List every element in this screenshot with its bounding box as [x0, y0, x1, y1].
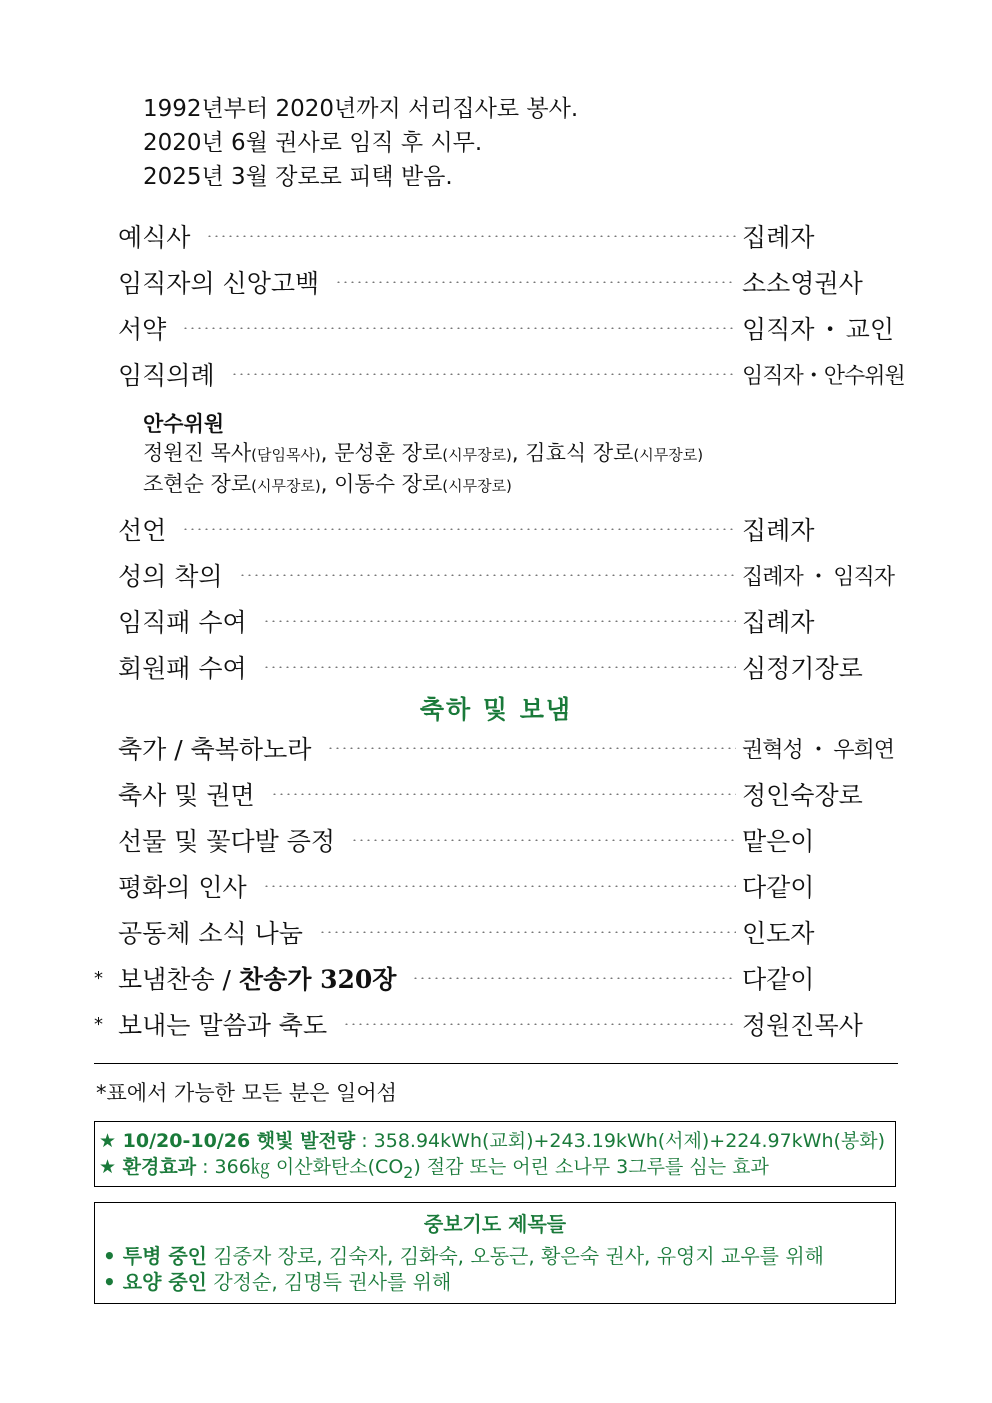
program-row	[94, 866, 894, 906]
program-title: 임직자의 신앙고백	[118, 269, 320, 298]
committee-member: 조현순 장로	[143, 472, 252, 496]
program-title: 평화의 인사	[118, 873, 247, 902]
bio-line: 1992년부터 2020년까지 서리집사로 봉사.	[143, 96, 579, 122]
dot-leader	[412, 977, 736, 979]
program-title: 보냄찬송 / 찬송가 320장	[118, 965, 397, 994]
prayer-text: 강정순, 김명득 권사를 위해	[207, 1270, 452, 1294]
hymn-number: 찬송가 320장	[238, 965, 397, 994]
program-leader-name: 집례자	[742, 223, 815, 252]
program-leader-name: 정인숙장로	[742, 781, 863, 810]
energy-value: : 358.94kWh(교회)+243.19kWh(서제)+224.97kWh(봉화)	[355, 1130, 886, 1152]
committee-member: 문성훈 장로	[334, 441, 443, 465]
section-title: 축하 및 보냄	[419, 695, 573, 724]
program-leader-name: 임직자・안수위원	[742, 363, 905, 389]
solar-energy-box	[94, 1121, 896, 1187]
program-row	[94, 308, 894, 348]
program-row	[94, 509, 894, 549]
energy-value: : 366㎏ 이산화탄소$(CO_2)$ 절감 또는 어린 소나무 3그루를 심는 효과	[196, 1156, 769, 1182]
dot-leader	[263, 666, 736, 668]
standing-mark: *	[94, 967, 103, 989]
program-row	[94, 1004, 894, 1044]
committee-heading: 안수위원	[143, 412, 225, 436]
program-title: 회원패 수여	[118, 654, 247, 683]
standing-note: *표에서 가능한 모든 분은 일어섬	[96, 1081, 397, 1105]
standing-mark: *	[94, 1013, 103, 1035]
committee-member: 김효식 장로	[525, 441, 634, 465]
committee-member: 정원진 목사	[143, 441, 252, 465]
program-title: 임직패 수여	[118, 608, 247, 637]
program-title: 선언	[118, 516, 167, 545]
program-title: 선물 및 꽃다발 증정	[118, 827, 336, 856]
program-title: 성의 착의	[118, 562, 223, 591]
program-row	[94, 647, 894, 687]
program-leader-name: 다같이	[742, 965, 815, 994]
dot-leader	[182, 528, 736, 530]
dot-leader	[327, 747, 736, 749]
committee-role: (담임목사)	[251, 446, 321, 464]
prayer-text: 김중자 장로, 김숙자, 김화숙, 오동근, 황은숙 권사, 유영지 교우를 위해	[207, 1244, 825, 1268]
program-leader-name: 권혁성・우희연	[742, 737, 894, 763]
prayer-title: 중보기도 제목들	[423, 1212, 567, 1236]
program-title: 서약	[118, 315, 167, 344]
dot-leader	[319, 931, 736, 933]
energy-line	[99, 1128, 891, 1154]
dot-leader	[271, 793, 736, 795]
program-row	[94, 216, 894, 256]
program-row	[94, 262, 894, 302]
program-leader-name: 집례자・임직자	[742, 564, 894, 590]
bio-line: 2025년 3월 장로로 피택 받음.	[143, 164, 453, 190]
prayer-item	[103, 1269, 887, 1295]
dot-leader	[206, 235, 736, 237]
energy-label: ★ 10/20-10/26 햇빛 발전량	[99, 1130, 356, 1152]
program-leader-name: 맡은이	[742, 827, 815, 856]
program-title: 예식사	[118, 223, 191, 252]
program-row	[94, 354, 905, 394]
program-row	[94, 820, 894, 860]
dot-leader	[343, 1023, 736, 1025]
program-leader-name: 집례자	[742, 516, 815, 545]
program-leader-name: 임직자・교인	[742, 315, 894, 344]
prayer-item	[103, 1243, 887, 1269]
program-row	[94, 912, 894, 952]
prayer-box	[94, 1202, 896, 1304]
committee-role: (시무장로)	[251, 477, 321, 495]
program-title: 축사 및 권면	[118, 781, 255, 810]
dot-leader	[335, 281, 736, 283]
dot-leader	[263, 620, 736, 622]
committee-member: 이동수 장로	[334, 472, 443, 496]
program-leader-name: 소소영권사	[742, 269, 863, 298]
bio-line: 2020년 6월 권사로 임직 후 시무.	[143, 130, 483, 156]
program-title: 임직의례	[118, 361, 215, 390]
dot-leader	[351, 839, 736, 841]
committee-line: 정원진 목사(담임목사), 문성훈 장로(시무장로), 김효식 장로(시무장로)	[143, 441, 704, 465]
program-row	[94, 774, 894, 814]
dot-leader	[263, 885, 736, 887]
program-row	[94, 555, 894, 595]
committee-role: (시무장로)	[633, 446, 704, 464]
committee-role: (시무장로)	[442, 446, 512, 464]
program-title: 보내는 말씀과 축도	[118, 1011, 328, 1040]
program-leader-name: 집례자	[742, 608, 815, 637]
bio-text	[143, 92, 578, 194]
committee-line: 조현순 장로(시무장로), 이동수 장로(시무장로)	[143, 472, 512, 496]
program-title: 공동체 소식 나눔	[118, 919, 303, 948]
program-row	[94, 958, 894, 998]
dot-leader	[182, 327, 736, 329]
prayer-label: • 투병 중인	[103, 1244, 207, 1268]
program-leader-name: 심정기장로	[742, 654, 863, 683]
committee-role: (시무장로)	[442, 477, 512, 495]
dot-leader	[231, 373, 736, 375]
program-title: 축가 / 축복하노라	[118, 735, 312, 764]
program-leader-name: 다같이	[742, 873, 815, 902]
ordination-committee	[143, 410, 703, 501]
divider	[94, 1063, 898, 1064]
energy-line	[99, 1154, 891, 1186]
energy-label: ★ 환경효과	[99, 1156, 197, 1178]
program-row	[94, 728, 894, 768]
program-row	[94, 601, 894, 641]
dot-leader	[239, 574, 736, 576]
prayer-label: • 요양 중인	[103, 1270, 207, 1294]
program-leader-name: 정원진목사	[742, 1011, 863, 1040]
program-leader-name: 인도자	[742, 919, 815, 948]
